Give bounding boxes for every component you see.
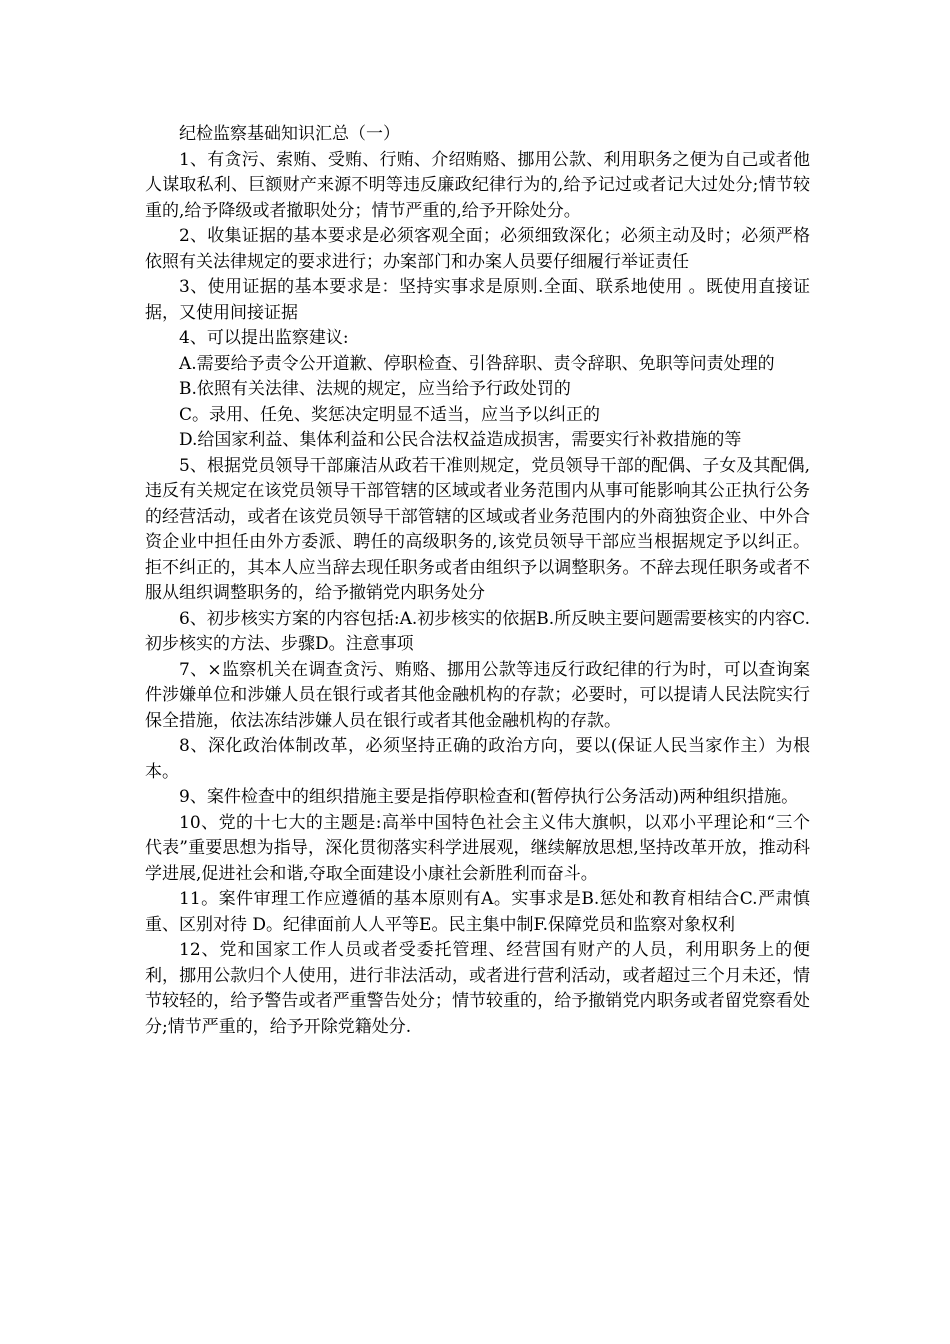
document-body xyxy=(145,122,810,1040)
paragraph-4b: B.依照有关法律、法规的规定，应当给予行政处罚的 xyxy=(179,379,571,399)
paragraph-8: 8、深化政治体制改革，必须坚持正确的政治方向，要以(保证人民当家作主）为根本。 xyxy=(145,736,810,782)
paragraph-10: 10、党的十七大的主题是:高举中国特色社会主义伟大旗帜，以邓小平理论和“三个代表”重要思想为指导，深化贯彻落实科学进展观，继续解放思想,坚持改革开放，推动科学进展,促进社会和谐,夺取全面建设小康社会新胜利而奋斗。 xyxy=(145,812,810,884)
paragraph-4: 4、可以提出监察建议: xyxy=(179,328,349,348)
paragraph-1: 1、有贪污、索贿、受贿、行贿、介绍贿赂、挪用公款、利用职务之便为自己或者他人谋取私利、巨额财产来源不明等违反廉政纪律行为的,给予记过或者记大过处分;情节较重的,给予降级或者撤职处分；情节严重的,给予开除处分。 xyxy=(145,149,810,221)
paragraph-4d: D.给国家利益、集体利益和公民合法权益造成损害，需要实行补救措施的等 xyxy=(179,430,742,450)
paragraph-2: 2、收集证据的基本要求是必须客观全面；必须细致深化；必须主动及时；必须严格依照有关法律规定的要求进行；办案部门和办案人员要仔细履行举证责任 xyxy=(145,226,810,272)
paragraph-7: 7、×监察机关在调查贪污、贿赂、挪用公款等违反行政纪律的行为时，可以查询案件涉嫌单位和涉嫌人员在银行或者其他金融机构的存款；必要时，可以提请人民法院实行保全措施，依法冻结涉嫌人员在银行或者其他金融机构的存款。 xyxy=(145,659,810,731)
paragraph-6: 6、初步核实方案的内容包括:A.初步核实的依据B.所反映主要问题需要核实的内容C.初步核实的方法、步骤D。注意事项 xyxy=(145,608,810,654)
paragraph-5: 5、根据党员领导干部廉洁从政若干准则规定，党员领导干部的配偶、子女及其配偶,违反有关规定在该党员领导干部管辖的区域或者业务范围内从事可能影响其公正执行公务的经营活动，或者在该党员领导干部管辖的区域或者业务范围内的外商独资企业、中外合资企业中担任由外方委派、聘任的高级职务的,该党员领导干部应当根据规定予以纠正。拒不纠正的，其本人应当辞去现任职务或者由组织予以调整职务。不辞去现任职务或者不服从组织调整职务的，给予撤销党内职务处分 xyxy=(145,455,810,603)
document-title: 纪检监察基础知识汇总（一） xyxy=(179,124,400,144)
paragraph-12: 12、党和国家工作人员或者受委托管理、经营国有财产的人员，利用职务上的便利，挪用公款归个人使用，进行非法活动，或者进行营利活动，或者超过三个月未还，情节较轻的，给予警告或者严重警告处分；情节较重的，给予撤销党内职务或者留党察看处分;情节严重的，给予开除党籍处分. xyxy=(145,940,810,1037)
paragraph-4a: A.需要给予责令公开道歉、停职检查、引咎辞职、责令辞职、免职等问责处理的 xyxy=(179,353,775,374)
paragraph-3: 3、使用证据的基本要求是：坚持实事求是原则.全面、联系地使用 。既使用直接证据，又使用间接证据 xyxy=(145,277,810,323)
paragraph-9: 9、案件检查中的组织措施主要是指停职检查和(暂停执行公务活动)两种组织措施。 xyxy=(179,787,799,807)
paragraph-4c: C。录用、任免、奖惩决定明显不适当，应当予以纠正的 xyxy=(179,404,601,425)
paragraph-11: 11。案件审理工作应遵循的基本原则有A。实事求是B.惩处和教育相结合C.严肃慎重、区别对待 D。纪律面前人人平等E。民主集中制F.保障党员和监察对象权利 xyxy=(145,889,810,935)
